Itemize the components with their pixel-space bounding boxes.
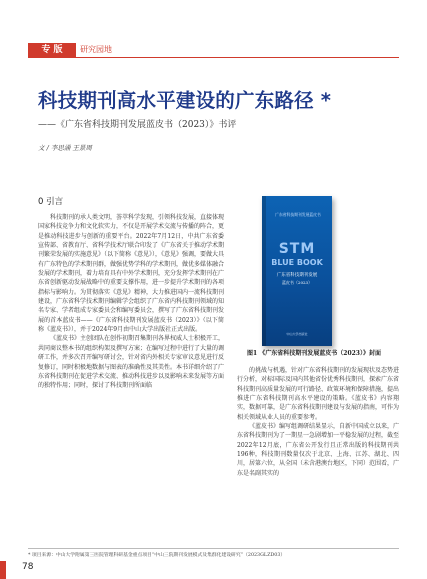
figure-caption: 图1 《广东省科技期刊发展蓝皮书（2023）》封面 (247, 350, 381, 357)
section-subtitle: 研究园地 (80, 45, 112, 54)
footnote-rule (28, 548, 399, 549)
book-cover-image (262, 196, 332, 346)
section-tag: 专 版 (28, 43, 76, 57)
paragraph: 科技期刊的承人类文明，荟萃科学发现，引领科技发展，直接体现国家科技竞争力和文化软实力，不仅是开展学术交流与传播的阵合，更是推动科技进步与创新的重要平台。2022年7月12日，中共广东省委宣传部、省教育厅、省科学技术厅联合印发了《广东省关于推动学术期刊繁荣发展的实施意见》（以下简称《意见》），《意见》强调，要做大具有广东特色的学术期刊群，做强优势学科的学术期刊，做优多媒体融合发展的学术期刊，着力培育具有中外学术期刊，充分发挥学术期刊在广东省创新驱动发展战略中的重要支撑作用，进一步提升学术期刊的各项指标与影响力。为贯彻落实《意见》精神，大力推进国内一流科技期刊建设，广东省科学技术期刊编辑学会组织了广东省内科技期刊领域的知名专家、学者组成专家委员会和编写委员会，撰写了广东省科技期刊发展的首本蓝皮书——《广东省科技期刊发展蓝皮书（2023）》（以下简称《蓝皮书》），并于2024年9月由中山大学出版社正式出版。 (38, 214, 225, 334)
article-subtitle: ——《广东省科技期刊发展蓝皮书（2023）》书评 (38, 120, 237, 130)
book-cn-title: 广东省科技期刊发展 (276, 273, 318, 278)
book-year: 蓝皮书（2023） (281, 280, 313, 285)
intro-heading: 0 引言 (38, 197, 64, 207)
right-column (237, 366, 399, 478)
paragraph: 的挑战与机遇，针对广东省科技期刊的发展现状及态势进行分析，对标国际及国内其他省份优秀科技期刊，探索广东省科技期刊高质量发展的可行路径、政策环境和保障措施，提出推进广东省科技期刊高水平建设的策略。《蓝皮书》内容翔实，数据可靠，是广东省科技期刊建设与发展的指南，可作为相关领域从业人员的重要参考。 (237, 367, 400, 421)
page-number: 78 (22, 562, 34, 572)
paragraph: 《蓝皮书》主创团队在创作初期召集期刊各界权威人士积极开工，共同商议整本书的组织构架及撰写方案；在编写过程中进行了大量的调研工作，并多次召开编写研讨会，针对省内外相关专家审议意见进行反复修订，同时积极地数据与图表的准确性及其美性。本书详细介绍了广东省科技期刊在促进学术交流、推动科技进步以及影响未来发展等方面的独特作用；同时，探讨了科技期刊所面临 (38, 335, 225, 390)
footnote: * 项目来源：中山大学附属第三医院管理科研基金重点项目“中山三院期刊发展模式及集群化建设研究”（2023GLZD03） (28, 553, 286, 558)
book-stm-text: STM (278, 241, 316, 257)
book-top-text: 广东省科技期刊发展蓝皮书 (275, 212, 321, 217)
header-rule (28, 57, 399, 58)
left-column (38, 213, 224, 391)
article-author: 文 / 李思涌 王景周 (38, 144, 92, 152)
page-marker (0, 561, 6, 579)
book-publisher: 中山大学出版社 (286, 332, 308, 336)
book-blue-text: BLUE BOOK (271, 258, 323, 267)
paragraph: 《蓝皮书》编写组调研结果显示，自新中国成立以来，广东省科技期刊为了一期星一急剧增加一平稳发展的过程，截至2022年12月底，广东省公开发行且正常出版的科技期刊共196种，科技期刊数量仅次于北京、上海、江苏、湖北、四川，居第六位，从全国（未含港澳台地区，下同）范围看，广东是名副其实的 (237, 423, 400, 477)
article-title: 科技期刊高水平建设的广东路径 * (38, 89, 332, 112)
